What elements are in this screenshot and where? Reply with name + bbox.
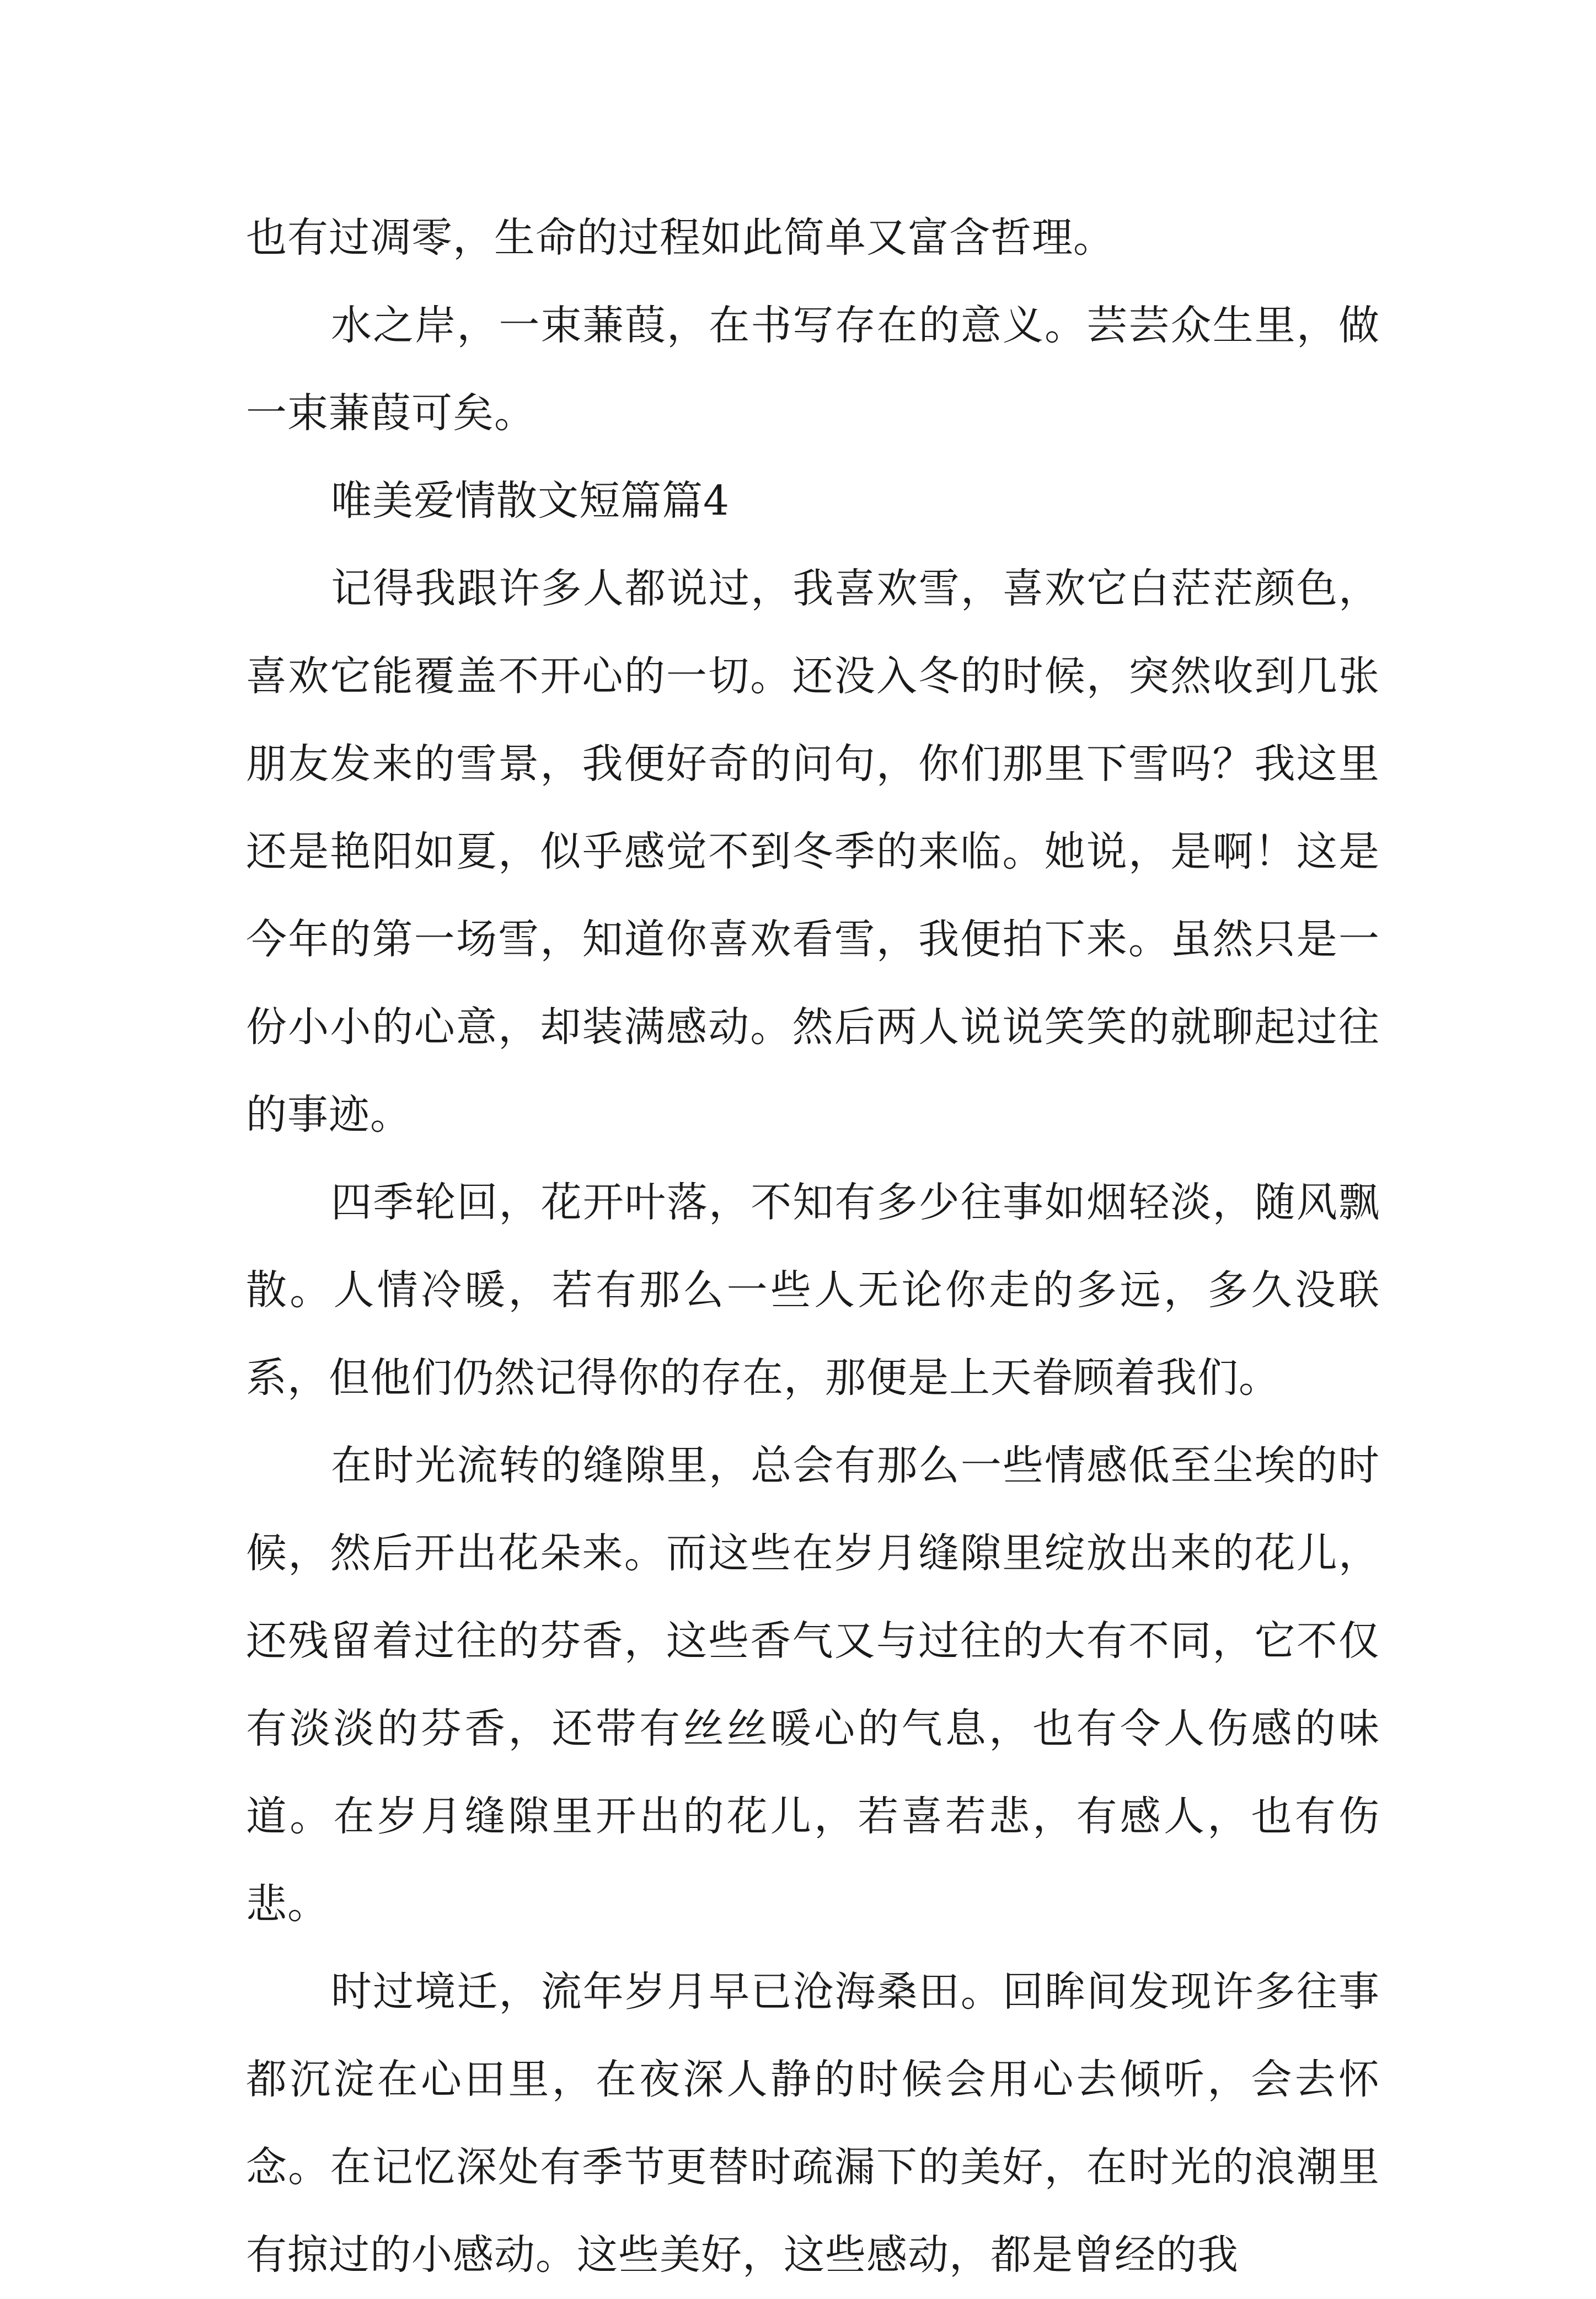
paragraph-1: 也有过凋零，生命的过程如此简单又富含哲理。 [246,214,1115,261]
paragraph-4: 四季轮回，花开叶落，不知有多少往事如烟轻淡，随风飘散。人情冷暖，若有那么一些人无论你走的多远，多久没联系，但他们仍然记得你的存在，那便是上天眷顾着我们。 [246,1179,1380,1402]
section-heading: 唯美爱情散文短篇篇4 [331,477,730,525]
paragraph-3: 记得我跟许多人都说过，我喜欢雪，喜欢它白茫茫颜色，喜欢它能覆盖不开心的一切。还没入冬的时候，突然收到几张朋友发来的雪景，我便好奇的问句，你们那里下雪吗？我这里还是艳阳如夏，似乎感觉不到冬季的来临。她说，是啊！这是今年的第一场雪，知道你喜欢看雪，我便拍下来。虽然只是一份小小的心意，却装满感动。然后两人说说笑笑的就聊起过往的事迹。 [246,565,1380,1138]
paragraph-2: 水之岸，一束蒹葭，在书写存在的意义。芸芸众生里，做一束蒹葭可矣。 [246,302,1380,437]
paragraph-6: 时过境迁，流年岁月早已沧海桑田。回眸间发现许多往事都沉淀在心田里，在夜深人静的时候会用心去倾听，会去怀念。在记忆深处有季节更替时疏漏下的美好，在时光的浪潮里有掠过的小感动。这些美好，这些感动，都是曾经的我 [246,1968,1380,2279]
document-body [246,194,1380,2299]
paragraph-5: 在时光流转的缝隙里，总会有那么一些情感低至尘埃的时候，然后开出花朵来。而这些在岁月缝隙里绽放出来的花儿，还残留着过往的芬香，这些香气又与过往的大有不同，它不仅有淡淡的芬香，还带有丝丝暖心的气息，也有令人伤感的味道。在岁月缝隙里开出的花儿，若喜若悲，有感人，也有伤悲。 [246,1442,1380,1928]
